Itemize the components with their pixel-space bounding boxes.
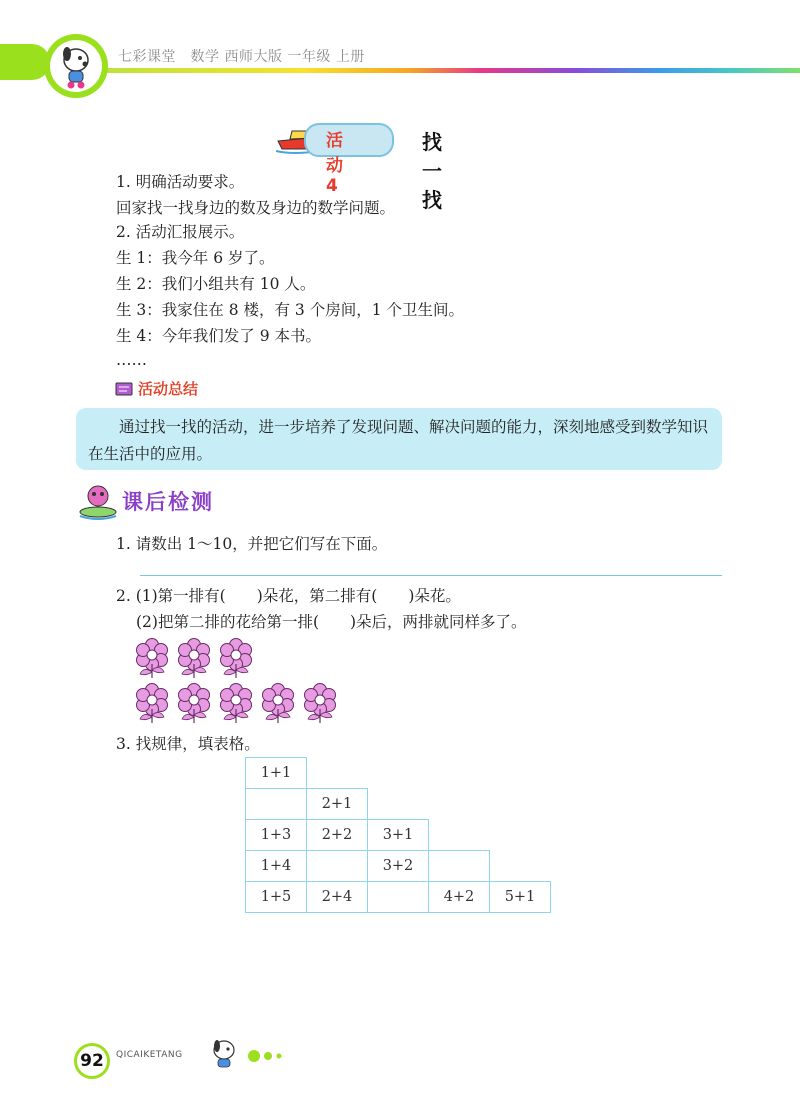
- activity-title: 找一找: [422, 130, 464, 212]
- flower-icon: [258, 683, 298, 725]
- flower-icon: [216, 638, 256, 680]
- header-rainbow-line: [90, 68, 800, 73]
- table-cell: 3+1: [368, 820, 429, 851]
- flower-icon: [132, 638, 172, 680]
- table-cell[interactable]: [368, 882, 429, 913]
- flower-row-1: [132, 638, 258, 684]
- table-cell[interactable]: [307, 851, 368, 882]
- dog-mascot-icon: [50, 40, 102, 92]
- notebook-icon: [114, 381, 134, 397]
- table-cell: 1+5: [246, 882, 307, 913]
- summary-heading: 活动总结: [138, 380, 199, 398]
- text-line: ……: [116, 351, 147, 369]
- table-row: [246, 851, 551, 882]
- table-cell: 4+2: [429, 882, 490, 913]
- header-logo: [50, 40, 102, 92]
- pattern-table: [245, 757, 551, 913]
- table-cell[interactable]: [246, 789, 307, 820]
- check-heading: 课后检测: [122, 490, 214, 514]
- table-cell[interactable]: [429, 851, 490, 882]
- text-line: 生 1：我今年 6 岁了。: [116, 249, 275, 267]
- flower-icon: [174, 638, 214, 680]
- question-1: 1. 请数出 1～10，并把它们写在下面。: [116, 535, 388, 553]
- question-3: 3. 找规律，填表格。: [116, 735, 260, 753]
- table-row: [246, 882, 551, 913]
- question-2a: 2. (1)第一排有( )朵花，第二排有( )朵花。: [116, 587, 461, 605]
- text-line: 生 3：我家住在 8 楼，有 3 个房间，1 个卫生间。: [116, 301, 465, 319]
- activity-pill: [304, 123, 394, 157]
- table-cell: 1+1: [246, 758, 307, 789]
- text-line: 1. 明确活动要求。: [116, 173, 245, 191]
- flower-icon: [174, 683, 214, 725]
- table-cell: 1+3: [246, 820, 307, 851]
- header-tab: [0, 44, 50, 80]
- footer-brand: QICAIKETANG: [116, 1050, 183, 1060]
- page-header: [0, 0, 800, 90]
- text-line: 回家找一找身边的数及身边的数学问题。: [116, 199, 396, 217]
- table-cell: 3+2: [368, 851, 429, 882]
- table-row: [246, 758, 551, 789]
- table-row: [246, 820, 551, 851]
- table-cell: 2+1: [307, 789, 368, 820]
- text-line: 2. 活动汇报展示。: [116, 223, 245, 241]
- page-number: 92: [74, 1043, 110, 1079]
- flower-row-2: [132, 683, 342, 729]
- footer-mascot-icon: [204, 1034, 294, 1074]
- question-2b: (2)把第二排的花给第一排( )朵后，两排就同样多了。: [136, 613, 527, 631]
- mascot-icon: [76, 482, 120, 522]
- table-cell: 2+4: [307, 882, 368, 913]
- table-cell: 2+2: [307, 820, 368, 851]
- text-line: 生 4：今年我们发了 9 本书。: [116, 327, 322, 345]
- table-cell: 1+4: [246, 851, 307, 882]
- header-title: 七彩课堂 数学 西师大版 一年级 上册: [118, 49, 365, 65]
- flower-icon: [216, 683, 256, 725]
- table-row: [246, 789, 551, 820]
- table-cell: 5+1: [490, 882, 551, 913]
- summary-text: 通过找一找的活动，进一步培养了发现问题、解决问题的能力，深刻地感受到数学知识在生活中的应用。: [88, 418, 709, 463]
- text-line: 生 2：我们小组共有 10 人。: [116, 275, 316, 293]
- flower-icon: [300, 683, 340, 725]
- answer-line[interactable]: [140, 575, 722, 576]
- activity-label: 活动4: [326, 131, 344, 196]
- flower-icon: [132, 683, 172, 725]
